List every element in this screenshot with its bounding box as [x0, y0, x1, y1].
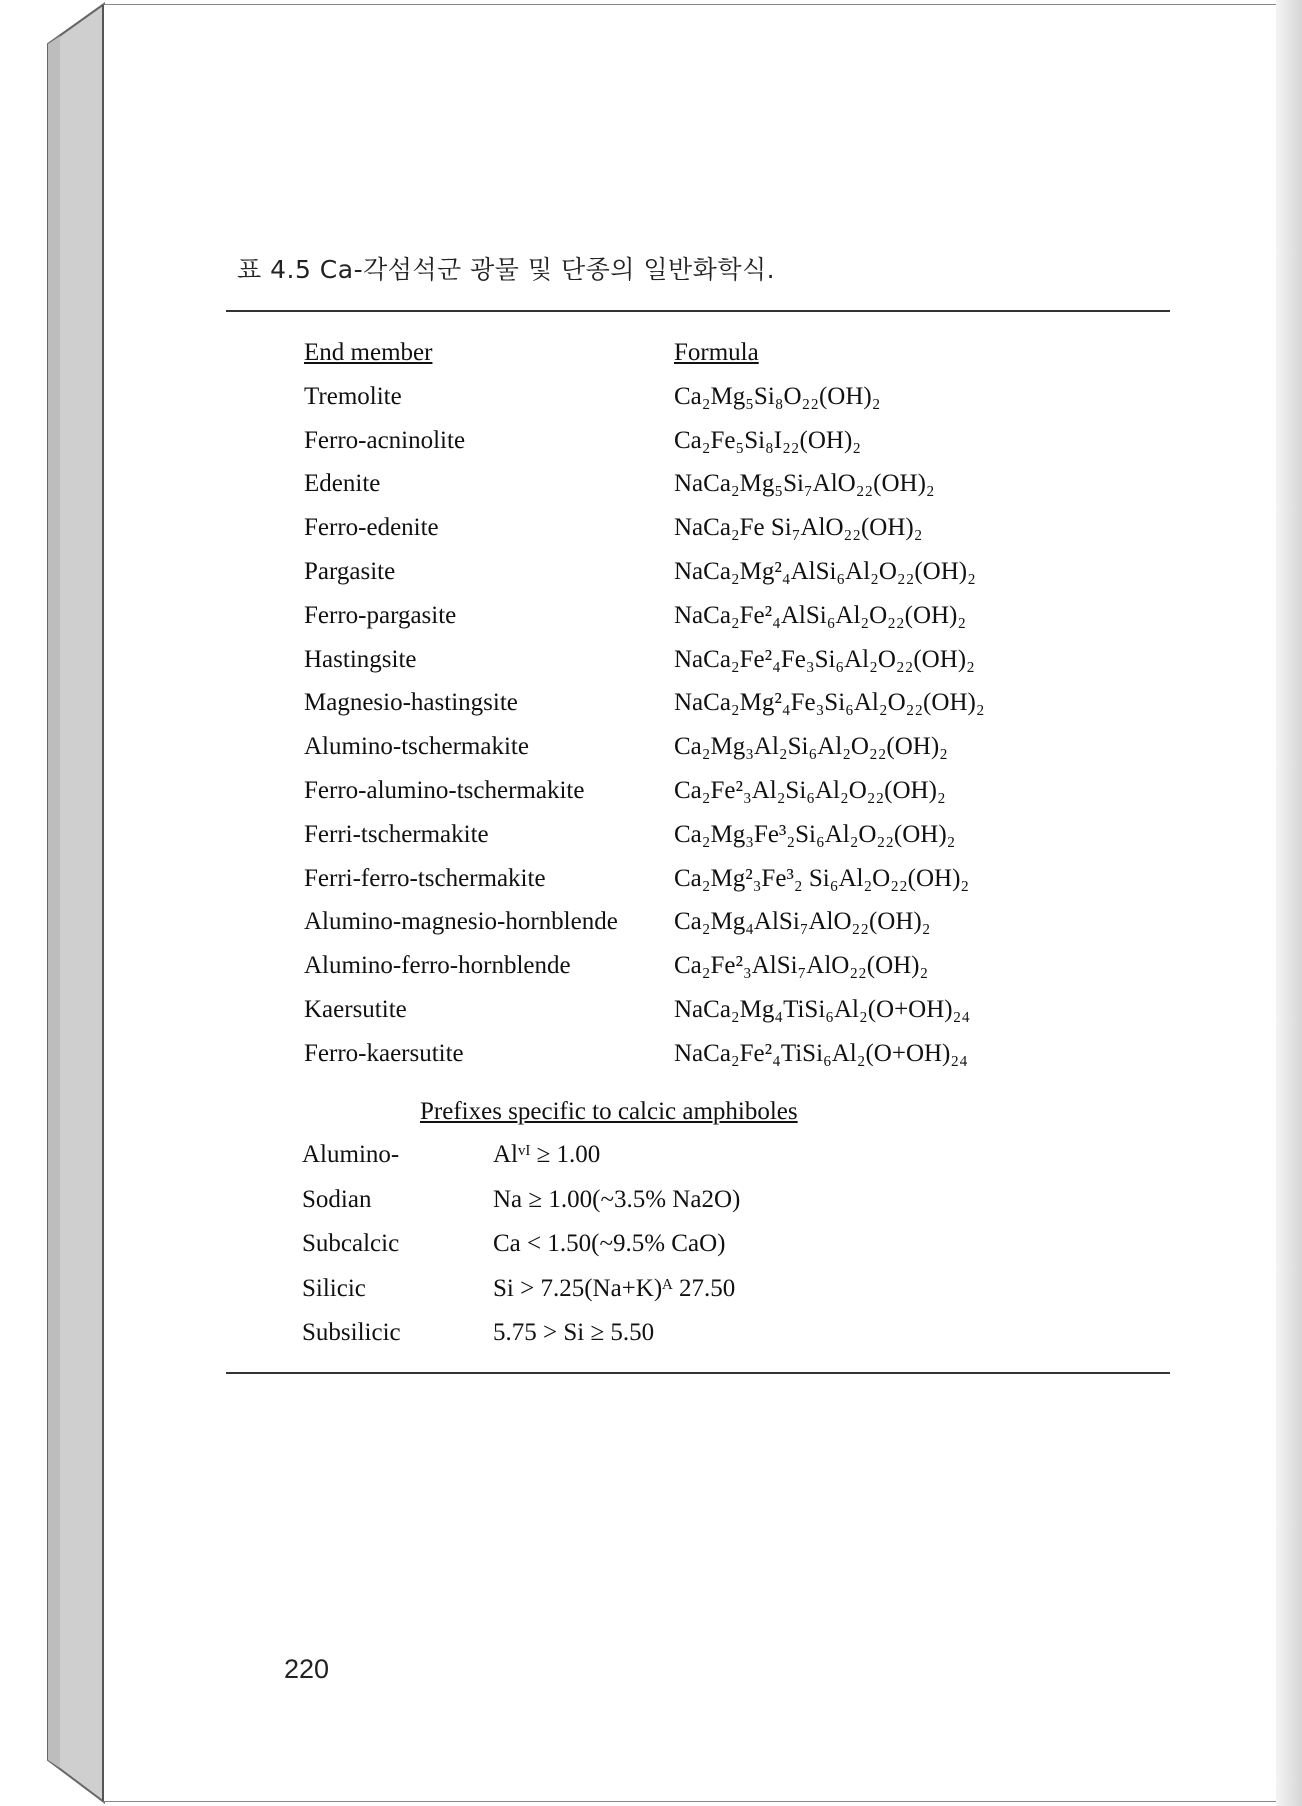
prefix-condition: 5.75 > Si ≥ 5.50 — [493, 1319, 655, 1347]
end-member-name: Ferro-alumino-tschermakite — [304, 776, 585, 804]
table-row — [304, 864, 1064, 908]
table-row — [304, 732, 1064, 776]
end-member-name: Ferro-edenite — [304, 514, 439, 542]
end-member-table — [304, 338, 1064, 1083]
table-header-row — [304, 338, 1064, 382]
page-edge-shadow — [1276, 0, 1302, 1806]
book-spine — [0, 0, 110, 1806]
end-member-name: Alumino-ferro-hornblende — [304, 952, 571, 980]
end-member-formula: Ca₂Fe₅Si₈I₂₂(OH)₂ — [674, 426, 861, 454]
table-row — [304, 820, 1064, 864]
end-member-formula: NaCa₂Mg₄TiSi₆Al₂(O+OH)₂₄ — [674, 995, 971, 1023]
header-formula: Formula — [674, 339, 759, 366]
table-caption: 표 4.5 Ca-각섬석군 광물 및 단종의 일반화학식. — [237, 255, 776, 284]
top-rule — [226, 310, 1170, 312]
end-member-formula: Ca₂Mg₃Fe³₂Si₆Al₂O₂₂(OH)₂ — [674, 820, 956, 848]
table-row — [304, 951, 1064, 995]
end-member-formula: NaCa₂Mg²₄AlSi₆Al₂O₂₂(OH)₂ — [674, 557, 976, 585]
prefix-condition: Si > 7.25(Na+K)ᴬ 27.50 — [493, 1274, 736, 1302]
table-row — [304, 382, 1064, 426]
bottom-rule — [226, 1372, 1170, 1374]
end-member-formula: Ca₂Fe²₃Al₂Si₆Al₂O₂₂(OH)₂ — [674, 776, 946, 804]
end-member-name: Alumino-tschermakite — [304, 733, 529, 761]
end-member-name: Magnesio-hastingsite — [304, 689, 518, 717]
table-row — [304, 601, 1064, 645]
table-row — [304, 557, 1064, 601]
prefix-row — [302, 1229, 1002, 1274]
table-row — [304, 1039, 1064, 1083]
table-row — [304, 645, 1064, 689]
prefix-row — [302, 1318, 1002, 1363]
end-member-name: Hastingsite — [304, 645, 417, 673]
end-member-formula: Ca₂Mg²₃Fe³₂ Si₆Al₂O₂₂(OH)₂ — [674, 864, 970, 892]
page-number: 220 — [284, 1654, 330, 1684]
end-member-name: Ferro-kaersutite — [304, 1039, 464, 1067]
end-member-name: Pargasite — [304, 557, 396, 585]
end-member-formula: NaCa₂Mg₅Si₇AlO₂₂(OH)₂ — [674, 470, 935, 498]
header-end-member: End member — [304, 339, 433, 366]
end-member-name: Ferro-pargasite — [304, 601, 457, 629]
end-member-formula: NaCa₂Fe²₄TiSi₆Al₂(O+OH)₂₄ — [674, 1039, 968, 1067]
prefix-condition: Ca < 1.50(~9.5% CaO) — [493, 1230, 726, 1258]
table-row — [304, 469, 1064, 513]
prefix-row — [302, 1274, 1002, 1319]
end-member-formula: NaCa₂Fe²₄AlSi₆Al₂O₂₂(OH)₂ — [674, 601, 967, 629]
table-row — [304, 995, 1064, 1039]
end-member-name: Tremolite — [304, 382, 402, 410]
end-member-formula: NaCa₂Fe Si₇AlO₂₂(OH)₂ — [674, 514, 923, 542]
prefix-condition: Na ≥ 1.00(~3.5% Na2O) — [493, 1185, 741, 1213]
end-member-formula: Ca₂Mg₅Si₈O₂₂(OH)₂ — [674, 382, 881, 410]
end-member-name: Edenite — [304, 470, 381, 498]
prefixes-title: Prefixes specific to calcic amphiboles — [420, 1098, 798, 1125]
prefix-name: Alumino- — [302, 1141, 400, 1168]
prefix-name: Silicic — [302, 1274, 366, 1302]
table-row — [304, 513, 1064, 557]
prefix-name: Sodian — [302, 1185, 372, 1213]
table-row — [304, 907, 1064, 951]
table-row — [304, 426, 1064, 470]
prefix-name: Subsilicic — [302, 1319, 401, 1347]
table-row — [304, 776, 1064, 820]
end-member-formula: Ca₂Mg₃Al₂Si₆Al₂O₂₂(OH)₂ — [674, 733, 948, 761]
prefix-condition: Alᵛᴵ ≥ 1.00 — [493, 1141, 601, 1168]
end-member-formula: Ca₂Fe²₃AlSi₇AlO₂₂(OH)₂ — [674, 952, 929, 980]
prefix-row — [302, 1185, 1002, 1230]
end-member-name: Alumino-magnesio-hornblende — [304, 908, 618, 936]
prefix-row — [302, 1140, 1002, 1185]
prefix-name: Subcalcic — [302, 1230, 400, 1258]
end-member-formula: NaCa₂Mg²₄Fe₃Si₆Al₂O₂₂(OH)₂ — [674, 689, 985, 717]
end-member-name: Ferro-acninolite — [304, 426, 466, 454]
end-member-name: Kaersutite — [304, 995, 407, 1023]
end-member-name: Ferri-tschermakite — [304, 820, 489, 848]
table-row — [304, 688, 1064, 732]
end-member-formula: NaCa₂Fe²₄Fe₃Si₆Al₂O₂₂(OH)₂ — [674, 645, 975, 673]
end-member-formula: Ca₂Mg₄AlSi₇AlO₂₂(OH)₂ — [674, 908, 931, 936]
end-member-name: Ferri-ferro-tschermakite — [304, 864, 546, 892]
prefixes-table — [302, 1140, 1002, 1363]
